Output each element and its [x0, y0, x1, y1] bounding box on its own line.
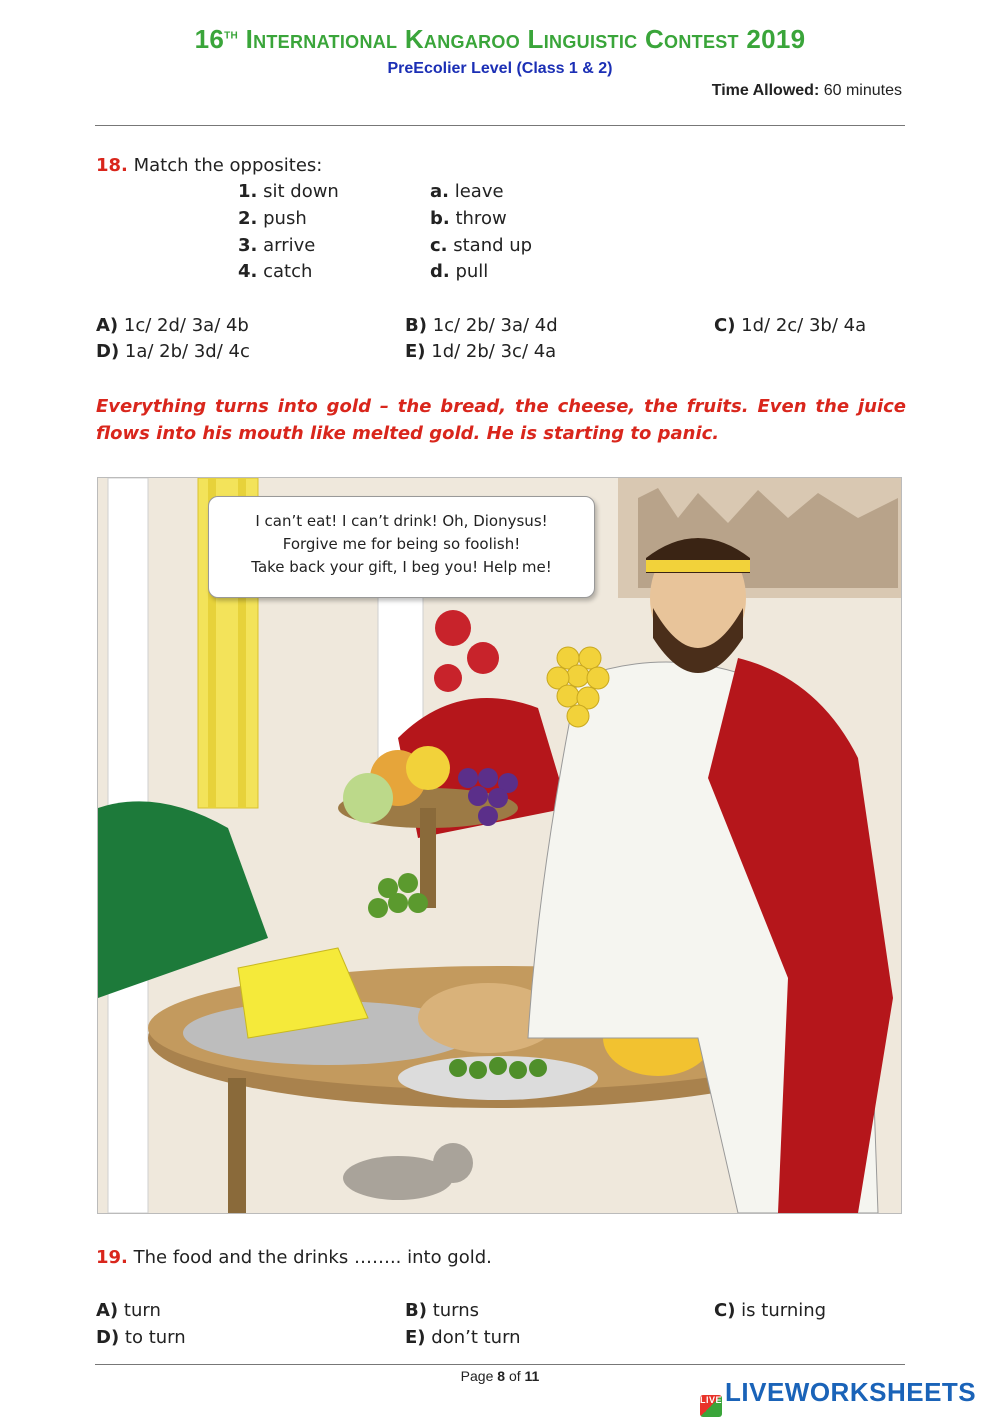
header-divider — [95, 125, 905, 126]
match-right-item: d. pull — [430, 261, 489, 282]
level-subtitle: PreEcolier Level (Class 1 & 2) — [387, 60, 613, 77]
brand-badge: LIVE — [700, 1395, 722, 1417]
speech-bubble — [208, 496, 595, 598]
contest-title: 16th International Kangaroo Linguistic Contest 2019 — [194, 24, 806, 54]
match-right-item: b. throw — [430, 208, 507, 229]
q19-option-b[interactable]: B) turns — [405, 1300, 480, 1321]
speech-line: Forgive me for being so foolish! — [282, 535, 521, 553]
q18-option-e[interactable]: E) 1d/ 2b/ 3c/ 4a — [405, 341, 557, 362]
time-allowed: Time Allowed: 60 minutes — [711, 82, 902, 99]
speech-line: I can’t eat! I can’t drink! Oh, Dionysus! — [255, 512, 548, 530]
q18-option-d[interactable]: D) 1a/ 2b/ 3d/ 4c — [96, 341, 250, 362]
question-19-prompt: 19. The food and the drinks …….. into gold. — [96, 1247, 492, 1268]
q18-option-b[interactable]: B) 1c/ 2b/ 3a/ 4d — [405, 315, 558, 336]
liveworksheets-logo — [700, 1377, 976, 1417]
q19-option-c[interactable]: C) is turning — [714, 1300, 827, 1321]
match-left-item: 2. push — [238, 208, 307, 229]
page-number: Page 8 of 11 — [460, 1368, 540, 1384]
q19-option-d[interactable]: D) to turn — [96, 1327, 186, 1348]
midas-illustration — [97, 477, 902, 1214]
q19-option-a[interactable]: A) turn — [96, 1300, 161, 1321]
q18-option-a[interactable]: A) 1c/ 2d/ 3a/ 4b — [96, 315, 249, 336]
match-right-item: a. leave — [430, 181, 504, 202]
footer-divider — [95, 1364, 905, 1365]
speech-line: Take back your gift, I beg you! Help me! — [251, 558, 552, 576]
brand-name: LIVEWORKSHEETS — [725, 1377, 977, 1407]
story-text: Everything turns into gold – the bread, the cheese, the fruits. Even the juice flows into his mouth like melted gold. He is starting to panic. — [96, 396, 906, 444]
match-left-item: 4. catch — [238, 261, 313, 282]
question-18-prompt: 18. Match the opposites: — [96, 155, 323, 176]
q18-option-c[interactable]: C) 1d/ 2c/ 3b/ 4a — [714, 315, 867, 336]
match-right-item: c. stand up — [430, 235, 533, 256]
q19-option-e[interactable]: E) don’t turn — [405, 1327, 521, 1348]
match-left-item: 3. arrive — [238, 235, 316, 256]
match-left-item: 1. sit down — [238, 181, 339, 202]
